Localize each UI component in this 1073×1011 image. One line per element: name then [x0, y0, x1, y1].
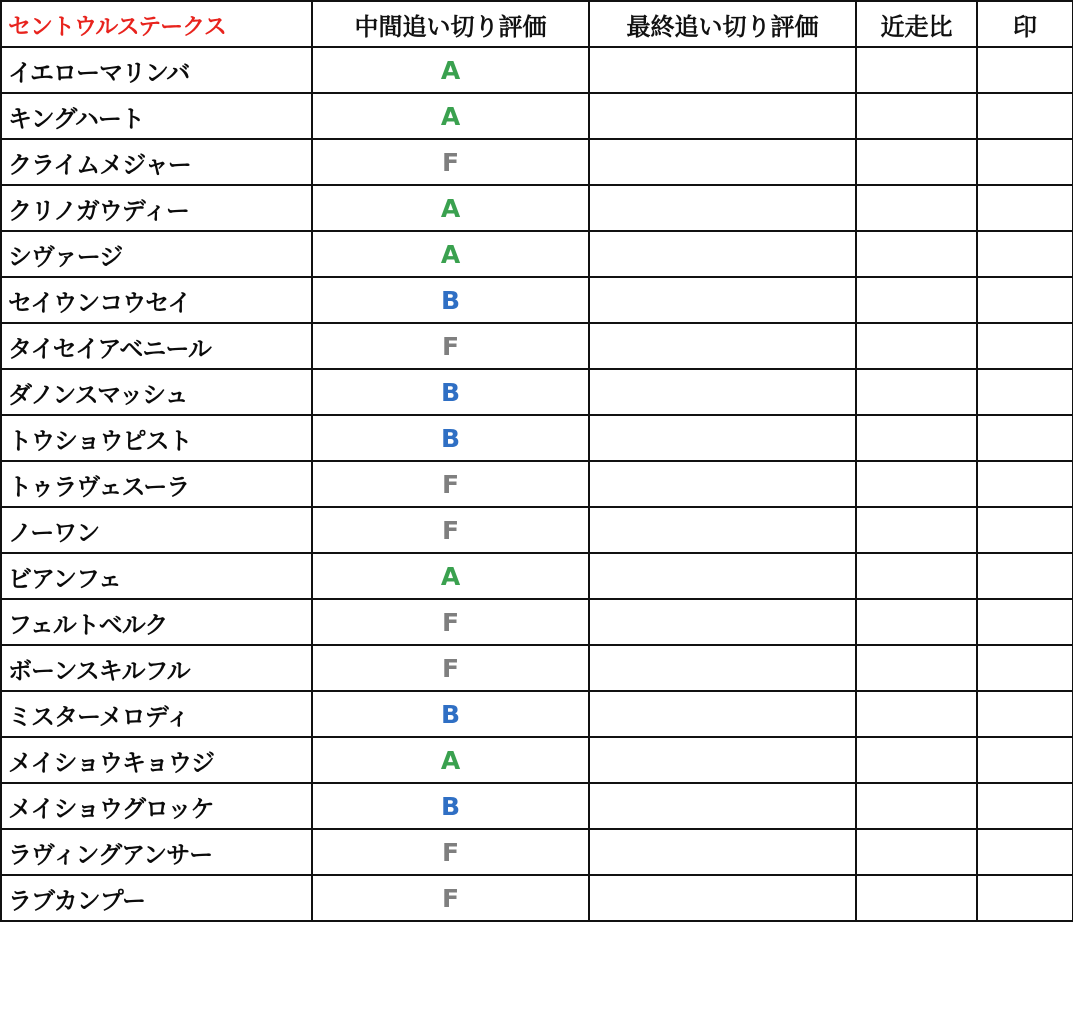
table-row [1, 645, 1073, 691]
final-grade-cell[interactable] [589, 139, 856, 185]
mark-cell[interactable] [977, 553, 1073, 599]
horse-name-cell[interactable]: セイウンコウセイ [1, 277, 312, 323]
table-row [1, 553, 1073, 599]
final-grade-cell[interactable] [589, 47, 856, 93]
recent-ratio-cell[interactable] [856, 553, 977, 599]
horse-name-cell[interactable]: シヴァージ [1, 231, 312, 277]
final-grade-cell[interactable] [589, 829, 856, 875]
mark-cell[interactable] [977, 691, 1073, 737]
mark-cell[interactable] [977, 507, 1073, 553]
final-grade-cell[interactable] [589, 645, 856, 691]
table-row [1, 507, 1073, 553]
final-grade-cell[interactable] [589, 599, 856, 645]
mark-cell[interactable] [977, 599, 1073, 645]
final-grade-cell[interactable] [589, 461, 856, 507]
mark-cell[interactable] [977, 93, 1073, 139]
mark-cell[interactable] [977, 185, 1073, 231]
final-grade-cell[interactable] [589, 93, 856, 139]
header-row [1, 1, 1073, 47]
mid-grade-cell[interactable]: F [312, 599, 589, 645]
horse-name-cell[interactable]: キングハート [1, 93, 312, 139]
mark-cell[interactable] [977, 737, 1073, 783]
horse-name-cell[interactable]: メイショウグロッケ [1, 783, 312, 829]
recent-ratio-cell[interactable] [856, 783, 977, 829]
mid-grade-cell[interactable]: A [312, 93, 589, 139]
table-row [1, 93, 1073, 139]
horse-name-cell[interactable]: メイショウキョウジ [1, 737, 312, 783]
table-row [1, 461, 1073, 507]
final-eval-header: 最終追い切り評価 [589, 1, 856, 47]
recent-ratio-cell[interactable] [856, 277, 977, 323]
final-grade-cell[interactable] [589, 691, 856, 737]
mid-grade-cell[interactable]: F [312, 875, 589, 921]
recent-ratio-cell[interactable] [856, 599, 977, 645]
table-row [1, 415, 1073, 461]
table-row [1, 231, 1073, 277]
recent-ratio-cell[interactable] [856, 185, 977, 231]
recent-ratio-cell[interactable] [856, 415, 977, 461]
mid-grade-cell[interactable]: B [312, 691, 589, 737]
table-row [1, 277, 1073, 323]
horse-name-cell[interactable]: ダノンスマッシュ [1, 369, 312, 415]
mark-cell[interactable] [977, 231, 1073, 277]
horse-name-cell[interactable]: クリノガウディー [1, 185, 312, 231]
final-grade-cell[interactable] [589, 231, 856, 277]
mid-grade-cell[interactable]: F [312, 829, 589, 875]
mid-grade-cell[interactable]: F [312, 461, 589, 507]
mark-cell[interactable] [977, 369, 1073, 415]
table-row [1, 323, 1073, 369]
table-body [1, 47, 1073, 921]
mid-eval-header: 中間追い切り評価 [312, 1, 589, 47]
horse-name-cell[interactable]: フェルトベルク [1, 599, 312, 645]
table-row [1, 829, 1073, 875]
recent-ratio-cell[interactable] [856, 47, 977, 93]
table-row [1, 47, 1073, 93]
recent-ratio-header: 近走比 [856, 1, 977, 47]
horse-name-cell[interactable]: ボーンスキルフル [1, 645, 312, 691]
final-grade-cell[interactable] [589, 737, 856, 783]
table-row [1, 369, 1073, 415]
mid-grade-cell[interactable]: A [312, 47, 589, 93]
mid-grade-cell[interactable]: F [312, 507, 589, 553]
table-row [1, 139, 1073, 185]
mid-grade-cell[interactable]: B [312, 415, 589, 461]
mark-cell[interactable] [977, 875, 1073, 921]
mid-grade-cell[interactable]: F [312, 139, 589, 185]
recent-ratio-cell[interactable] [856, 139, 977, 185]
recent-ratio-cell[interactable] [856, 829, 977, 875]
mark-header: 印 [977, 1, 1073, 47]
final-grade-cell[interactable] [589, 553, 856, 599]
mid-grade-cell[interactable]: B [312, 369, 589, 415]
horse-name-cell[interactable]: クライムメジャー [1, 139, 312, 185]
horse-name-cell[interactable]: ラヴィングアンサー [1, 829, 312, 875]
mark-cell[interactable] [977, 829, 1073, 875]
mark-cell[interactable] [977, 139, 1073, 185]
race-name-cell: セントウルステークス [1, 1, 312, 47]
table-row [1, 875, 1073, 921]
recent-ratio-cell[interactable] [856, 875, 977, 921]
horse-name-cell[interactable]: ラブカンプー [1, 875, 312, 921]
mark-cell[interactable] [977, 277, 1073, 323]
table-row [1, 599, 1073, 645]
mark-cell[interactable] [977, 323, 1073, 369]
mark-cell[interactable] [977, 783, 1073, 829]
horse-name-cell[interactable]: トゥラヴェスーラ [1, 461, 312, 507]
horse-name-cell[interactable]: ビアンフェ [1, 553, 312, 599]
recent-ratio-cell[interactable] [856, 461, 977, 507]
mark-cell[interactable] [977, 415, 1073, 461]
table-row [1, 691, 1073, 737]
mid-grade-cell[interactable]: B [312, 783, 589, 829]
table-row [1, 185, 1073, 231]
mid-grade-cell[interactable]: A [312, 553, 589, 599]
mid-grade-cell[interactable]: B [312, 277, 589, 323]
recent-ratio-cell[interactable] [856, 323, 977, 369]
horse-name-cell[interactable]: ミスターメロディ [1, 691, 312, 737]
horse-name-cell[interactable]: トウショウピスト [1, 415, 312, 461]
final-grade-cell[interactable] [589, 277, 856, 323]
recent-ratio-cell[interactable] [856, 507, 977, 553]
mid-grade-cell[interactable]: F [312, 323, 589, 369]
mark-cell[interactable] [977, 47, 1073, 93]
horse-name-cell[interactable]: タイセイアベニール [1, 323, 312, 369]
table-row [1, 783, 1073, 829]
final-grade-cell[interactable] [589, 783, 856, 829]
mid-grade-cell[interactable]: A [312, 185, 589, 231]
horse-name-cell[interactable]: ノーワン [1, 507, 312, 553]
final-grade-cell[interactable] [589, 507, 856, 553]
final-grade-cell[interactable] [589, 875, 856, 921]
mid-grade-cell[interactable]: A [312, 737, 589, 783]
recent-ratio-cell[interactable] [856, 93, 977, 139]
final-grade-cell[interactable] [589, 415, 856, 461]
final-grade-cell[interactable] [589, 369, 856, 415]
mid-grade-cell[interactable]: F [312, 645, 589, 691]
recent-ratio-cell[interactable] [856, 737, 977, 783]
mid-grade-cell[interactable]: A [312, 231, 589, 277]
recent-ratio-cell[interactable] [856, 691, 977, 737]
recent-ratio-cell[interactable] [856, 645, 977, 691]
horse-name-cell[interactable]: イエローマリンバ [1, 47, 312, 93]
final-grade-cell[interactable] [589, 185, 856, 231]
final-grade-cell[interactable] [589, 323, 856, 369]
recent-ratio-cell[interactable] [856, 231, 977, 277]
mark-cell[interactable] [977, 645, 1073, 691]
table-row [1, 737, 1073, 783]
mark-cell[interactable] [977, 461, 1073, 507]
recent-ratio-cell[interactable] [856, 369, 977, 415]
